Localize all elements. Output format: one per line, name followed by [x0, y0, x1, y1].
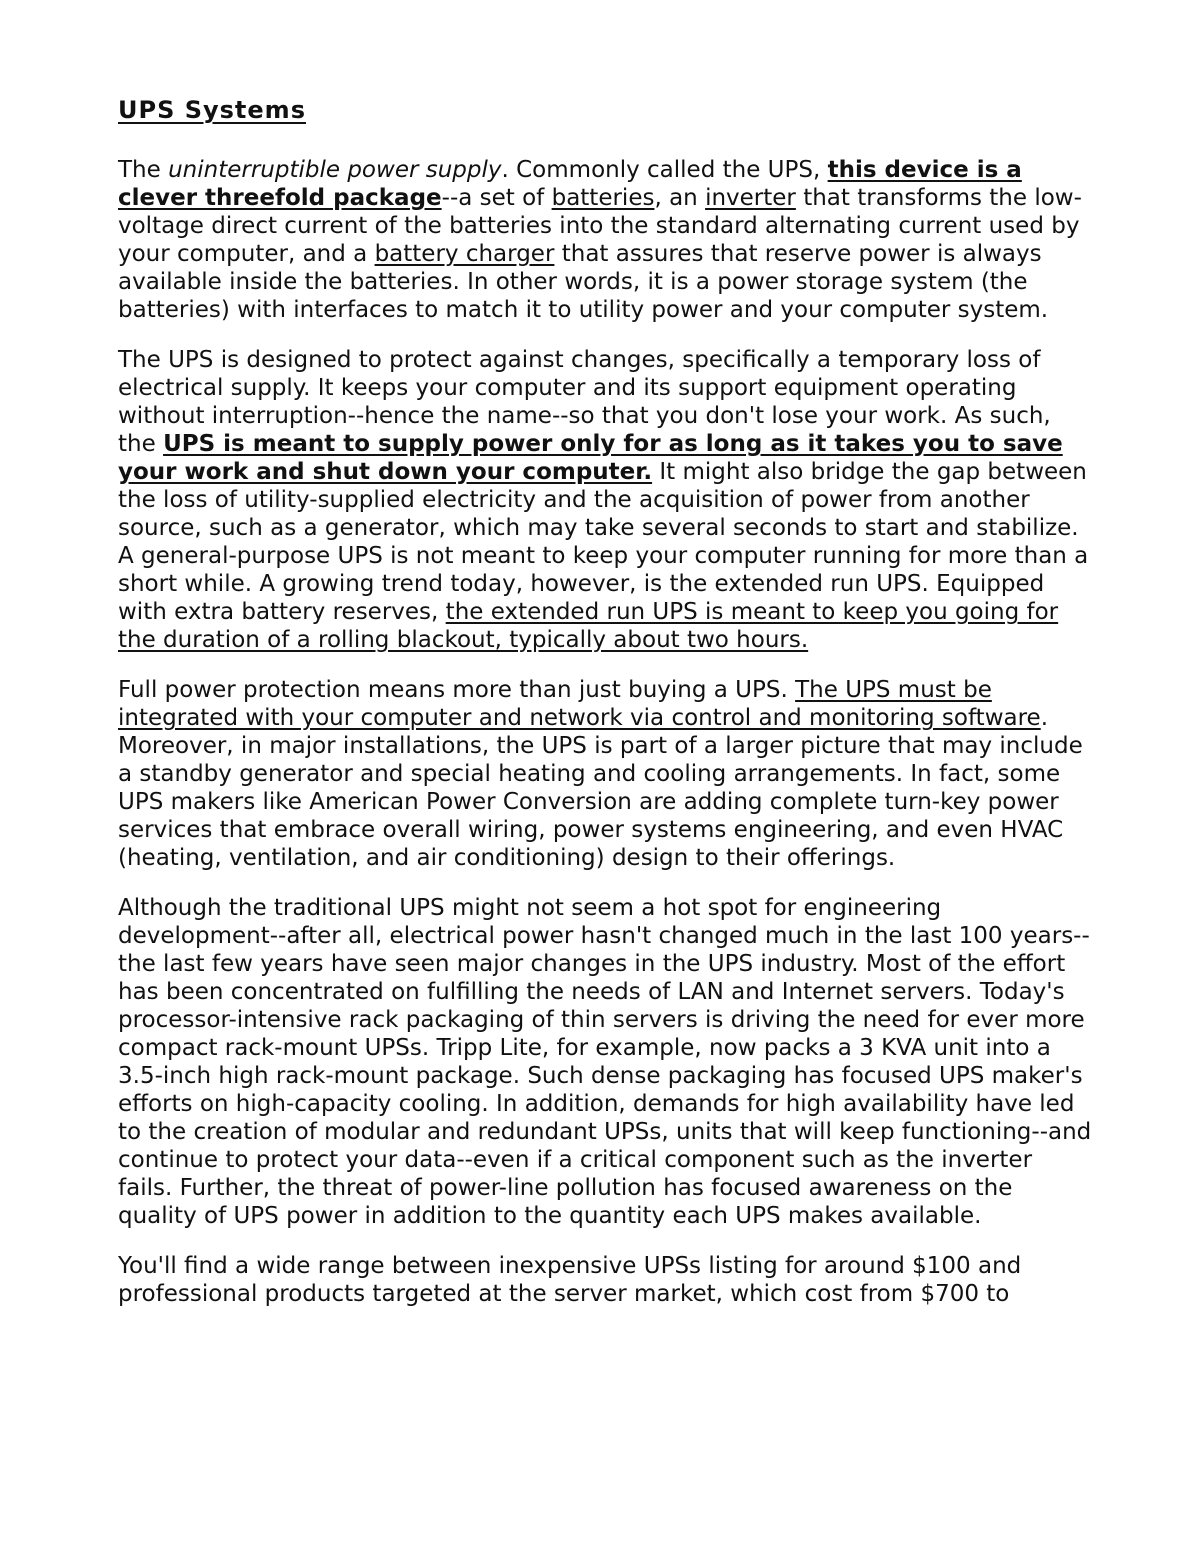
p2-underline: the extended run UPS is meant to keep you going for the duration of a rolling blackout, typically about two hours. — [118, 599, 1059, 653]
p3-underline: The UPS must be integrated with your computer and network via control and monitoring software — [118, 677, 1041, 731]
p1-italic-term: uninterruptible power supply — [168, 157, 502, 183]
p2-text-1: The UPS is designed to protect against changes, specifically a temporary loss of electrical supply. It keeps your computer and its support equipment operating without interruption--hence the name--so that you don't lose your work. As such, the — [118, 347, 1051, 457]
p1-text-1: The — [118, 157, 169, 183]
p1-underline-batteries: batteries — [551, 185, 655, 211]
p1-text-3: --a set of — [441, 185, 552, 211]
document-title: UPS Systems — [118, 96, 306, 124]
p1-underline-charger: battery charger — [374, 241, 555, 267]
p1-text-4: , an — [654, 185, 706, 211]
p1-underline-inverter: inverter — [705, 185, 796, 211]
p1-text-5: that transforms the low-voltage direct current of the batteries into the standard alternating current used by your computer, and a — [118, 185, 1082, 267]
p3-text-1: Full power protection means more than just buying a UPS. — [118, 677, 796, 703]
paragraph-4: Although the traditional UPS might not seem a hot spot for engineering development--after all, electrical power hasn't changed much in the last 100 years--the last few years have seen major changes in the UPS industry. Most of the effort has been concentrated on fulfilling the needs of LAN and Internet servers. Today's processor-intensive rack packaging of thin servers is driving the need for ever more compact rack-mount UPSs. Tripp Lite, for example, now packs a 3 KVA unit into a 3.5-inch high rack-mount package. Such dense packaging has focused UPS maker's efforts on high-capacity cooling. In addition, demands for high availability have led to the creation of modular and redundant UPSs, units that will keep functioning--and continue to protect your data--even if a critical component such as the inverter fails. Further, the threat of power-line pollution has focused awareness on the quality of UPS power in addition to the quantity each UPS makes available. — [118, 895, 1092, 1229]
p1-bold-underline: this device is a clever threefold package — [118, 157, 1022, 211]
paragraph-5: You'll find a wide range between inexpensive UPSs listing for around $100 and professional products targeted at the server market, which cost from $700 to — [118, 1253, 1022, 1307]
p2-bold-underline: UPS is meant to supply power only for as long as it takes you to save your work and shut down your computer. — [118, 431, 1063, 485]
p2-text-2: It might also bridge the gap between the loss of utility-supplied electricity and the acquisition of power from another source, such as a generator, which may take several seconds to start and stabilize. A general-purpose UPS is not meant to keep your computer running for more than a short while. A growing trend today, however, is the extended run UPS. Equipped with extra battery reserves, — [118, 459, 1089, 625]
document-page — [118, 92, 1093, 1330]
paragraph-2 — [118, 346, 1093, 654]
paragraph-3 — [118, 676, 1093, 872]
p1-text-2: . Commonly called the UPS, — [501, 157, 828, 183]
p1-text-6: that assures that reserve power is always available inside the batteries. In other words, it is a power storage system (the batteries) with interfaces to match it to utility power and your computer system. — [118, 241, 1049, 323]
p3-text-2: . Moreover, in major installations, the UPS is part of a larger picture that may include a standby generator and special heating and cooling arrangements. In fact, some UPS makers like American Power Conversion are adding complete turn-key power services that embrace overall wiring, power systems engineering, and even HVAC (heating, ventilation, and air conditioning) design to their offerings. — [118, 705, 1083, 871]
paragraph-1 — [118, 156, 1093, 324]
